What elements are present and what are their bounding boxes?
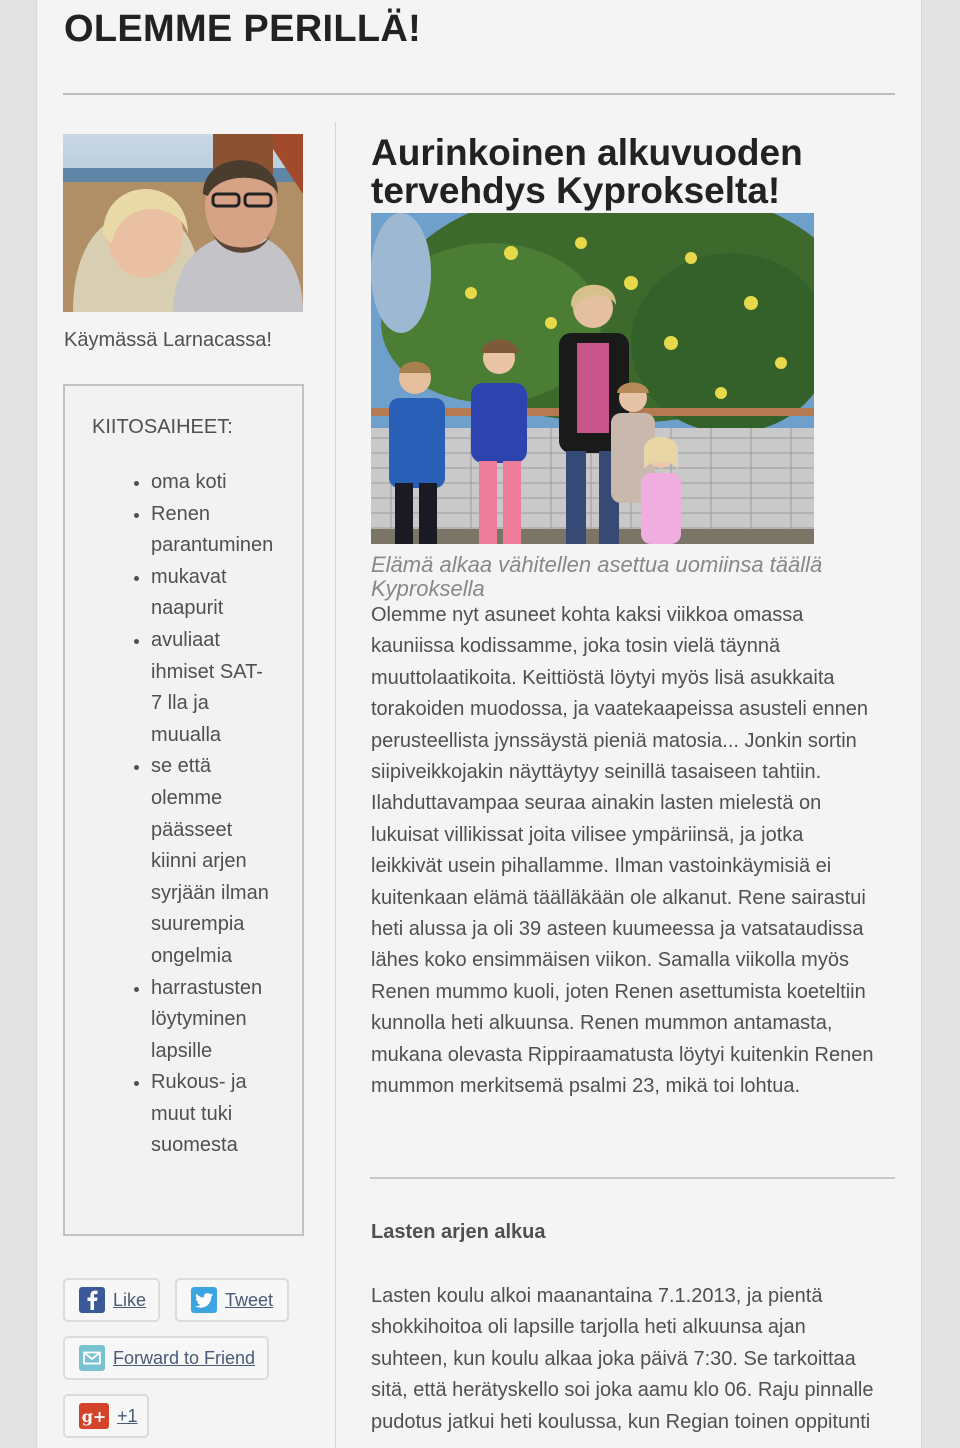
google-plus-icon: g+ <box>79 1403 109 1429</box>
facebook-icon <box>79 1287 105 1313</box>
couple-photo <box>63 134 303 312</box>
list-item: mukavat naapurit <box>93 562 283 625</box>
list-item: Rukous- ja muut tuki suomesta <box>93 1067 283 1162</box>
thanks-list <box>93 467 283 1162</box>
article-subheading: Elämä alkaa vähitellen asettua uomiinsa täällä Kyproksella <box>371 552 823 601</box>
facebook-like-button[interactable]: Like <box>63 1278 160 1322</box>
section-divider <box>370 1177 895 1179</box>
twitter-icon <box>191 1287 217 1313</box>
column-divider <box>335 122 336 1448</box>
tweet-button[interactable]: Tweet <box>175 1278 289 1322</box>
article-paragraph: Olemme nyt asuneet kohta kaksi viikkoa omassa kauniissa kodissamme, joka tosin vielä täynnä muuttolaatikoita. Keittiöstä löytyi myös lisä asukkaita torakoiden muodossa, ja vaatekaapeissa asusteli ennen perusteellista jynssäystä pieniä matosia... Jonkin sortin siipiveikkojakin näyttäytyy seinillä tasaiseen tahtiin. Ilahduttavampaa seuraa ainakin lasten mielestä on lukuisat villikissat joita vilisee ympäriinsä, ja jotka leikkivät usein pihallamme. Ilman vastoinkäymisiä ei kuitenkaan elämä täälläkään ole alkanut. Rene sairastui heti alussa ja oli 39 asteen kuumeessa ja vatsataudissa lähes koko ensimmäisen viikon. Samalla viikolla myös Renen mummo kuoli, joten Renen asettumista koeteltiin kunnolla heti alkuunsa. Renen mummon antamasta, mukana olevasta Rippiraamatusta löytyi kuitenkin Renen mummon merkitsemä psalmi 23, mikä toi lohtua. <box>371 604 874 1098</box>
photo-caption: Käymässä Larnacassa! <box>64 329 272 351</box>
list-item: Renen parantuminen <box>93 499 283 562</box>
section-title: Lasten arjen alkua <box>371 1221 546 1243</box>
thanks-heading: KIITOSAIHEET: <box>92 416 233 438</box>
google-plus-button[interactable]: g+ +1 <box>63 1394 149 1438</box>
newsletter-page <box>36 0 922 1448</box>
section-paragraph: Lasten koulu alkoi maanantaina 7.1.2013, ja pientä shokkihoitoa oli lapsille tarjolla heti alkuunsa ajan suhteen, kun koulu alkaa joka päivä 7:30. Se tarkoittaa sitä, että herätyskello soi joka aamu klo 06. Raju pinnalle pudotus jatkui heti koulussa, kun Regian toinen oppitunti <box>371 1285 874 1433</box>
couple-photo-image <box>63 134 303 312</box>
list-item: oma koti <box>93 467 283 499</box>
thanks-box <box>63 384 304 1236</box>
forward-to-friend-button[interactable]: Forward to Friend <box>63 1336 269 1380</box>
list-item: se että olemme päässeet kiinni arjen syrjään ilman suurempia ongelmia <box>93 751 283 972</box>
header-divider <box>63 93 895 95</box>
article-title: Aurinkoinen alkuvuoden tervehdys Kyprokselta! <box>371 132 803 211</box>
list-item: avuliaat ihmiset SAT- 7 lla ja muualla <box>93 625 283 751</box>
family-photo <box>371 213 814 544</box>
email-icon <box>79 1345 105 1371</box>
list-item: harrastusten löytyminen lapsille <box>93 973 283 1068</box>
family-photo-image <box>371 213 814 544</box>
page-title: OLEMME PERILLÄ! <box>64 8 422 50</box>
